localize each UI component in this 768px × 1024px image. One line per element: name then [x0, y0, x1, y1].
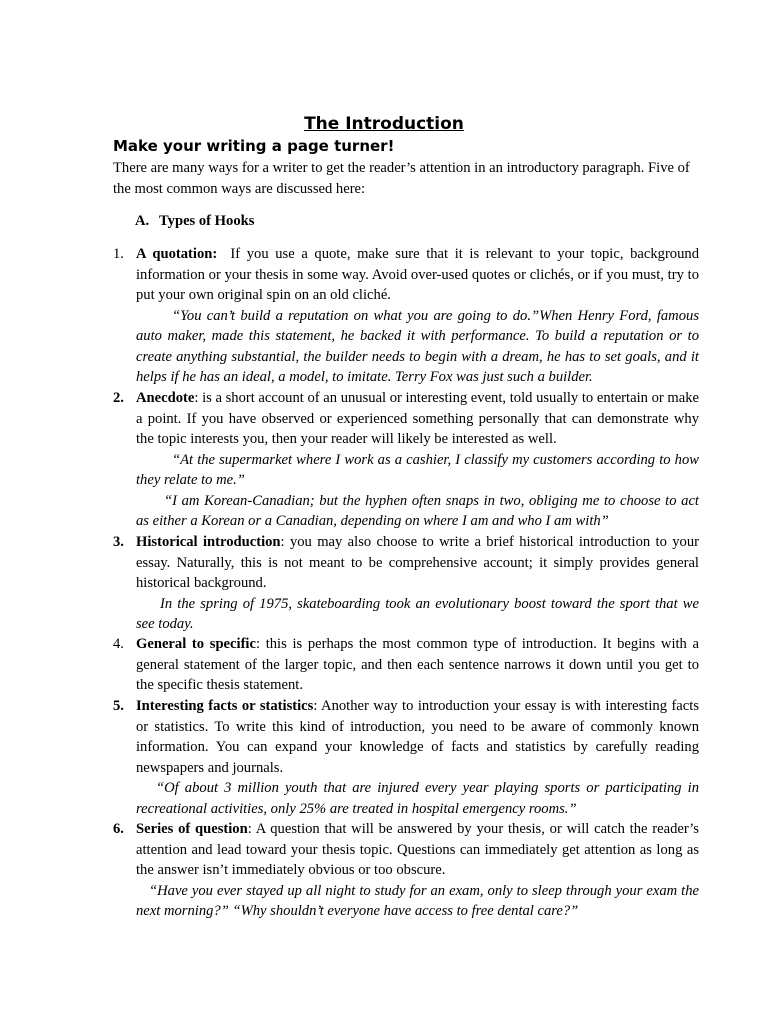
item-number: 2.: [113, 390, 124, 406]
item-text: : A question that will be answered by your thesis, or will catch the reader’s attention and lead toward your thesis topic. Questions can immediately get attention as long as the answer isn’t immediately obvious or too obscure.: [136, 821, 699, 878]
item-term: Interesting facts or statistics: [136, 698, 314, 714]
list-item: [113, 244, 703, 388]
list-item: [113, 819, 699, 922]
item-number: 5.: [113, 698, 124, 714]
list-item: [113, 388, 699, 532]
item-text: : this is perhaps the most common type of introduction. It begins with a general statement of the larger topic, and then each sentence narrows it down until you get to the specific thesis statement.: [136, 636, 699, 693]
item-body: [113, 819, 699, 881]
item-text: : is a short account of an unusual or interesting event, told usually to entertain or make a point. If you have observed or experienced something personally that can demonstrate why the topic interests you, then your reader will likely be interested as well.: [136, 390, 699, 447]
item-body: [113, 388, 699, 450]
item-example: “At the supermarket where I work as a cashier, I classify my customers according to how they relate to me.”: [136, 451, 699, 488]
page-title: The Introduction: [304, 114, 464, 134]
item-term: A quotation:: [136, 246, 218, 262]
section-letter: A.: [135, 213, 150, 229]
item-text: If you use a quote, make sure that it is relevant to your topic, background information or your thesis in some way. Avoid over-used quotes or clichés, or if you must, try to put your own original spin on an old cliché.: [136, 246, 703, 303]
item-term: Anecdote: [136, 390, 195, 406]
section-heading-text: Types of Hooks: [159, 213, 255, 229]
item-number: 4.: [113, 636, 124, 652]
item-term: Series of question: [136, 821, 248, 837]
item-example: “Of about 3 million youth that are injured every year playing sports or participating in recreational activities, only 25% are treated in hospital emergency rooms.”: [136, 780, 699, 817]
item-example: “Have you ever stayed up all night to study for an exam, only to sleep through your exam the next morning?” “Why shouldn’t everyone have access to free dental care?”: [136, 882, 699, 919]
item-text: : you may also choose to write a brief historical introduction to your essay. Naturally, this is not meant to be comprehensive account; it simply provides general historical background.: [136, 534, 699, 591]
intro-paragraph: There are many ways for a writer to get the reader’s attention in an introductory paragraph. Five of the most common ways are discussed here:: [113, 160, 690, 197]
item-example: In the spring of 1975, skateboarding took an evolutionary boost toward the sport that we see today.: [136, 595, 699, 632]
item-body: [113, 696, 699, 778]
list-item: [113, 634, 699, 696]
item-example: “I am Korean-Canadian; but the hyphen often snaps in two, obliging me to choose to act as either a Korean or a Canadian, depending on where I am and who I am with”: [136, 492, 699, 529]
page-subtitle: Make your writing a page turner!: [113, 137, 395, 155]
item-number: 3.: [113, 534, 124, 550]
item-text: : Another way to introduction your essay is with interesting facts or statistics. To write this kind of introduction, you need to be aware of commonly known information. You can expand your knowledge of facts and statistics by carefully reading newspapers and journals.: [136, 698, 700, 776]
list-item: [113, 696, 699, 819]
item-body: [113, 634, 699, 696]
item-term: Historical introduction: [136, 534, 281, 550]
item-number: 6.: [113, 821, 124, 837]
item-term: General to specific: [136, 636, 256, 652]
section-heading: [135, 211, 254, 232]
item-body: [113, 244, 703, 306]
item-example: “You can’t build a reputation on what you are going to do.”When Henry Ford, famous auto maker, made this statement, he backed it with performance. To build a reputation or to create anything substantial, the builder needs to begin with a dream, he has to set goals, and it helps if he has an ideal, a model, to imitate. Terry Fox was just such a builder.: [136, 307, 699, 385]
item-body: [113, 532, 699, 594]
item-number: 1.: [113, 246, 124, 262]
list-item: [113, 532, 699, 635]
